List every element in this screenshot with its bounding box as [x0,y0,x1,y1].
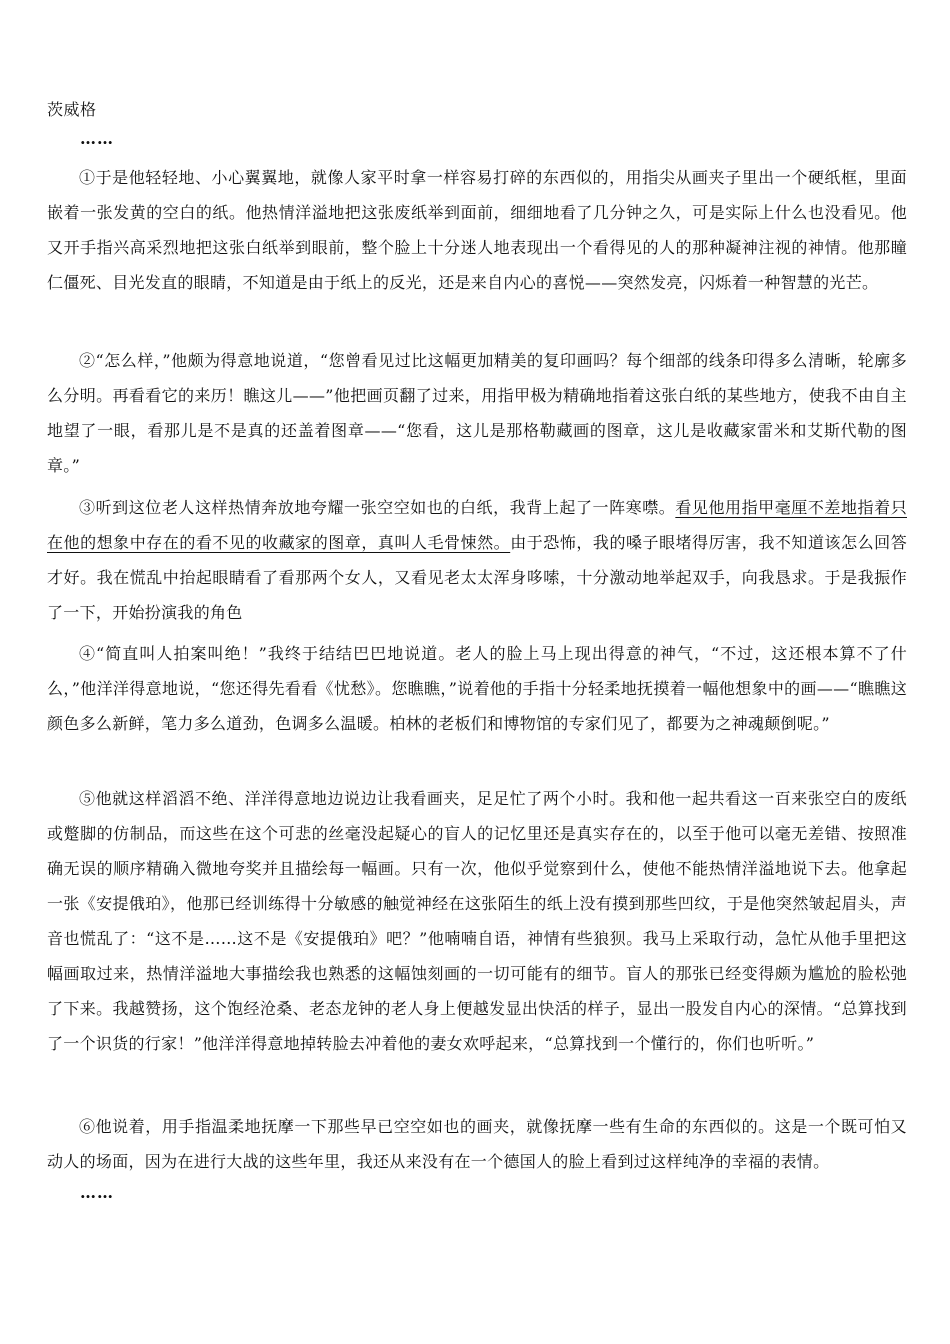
paragraph-3-rest: 由于恐怖，我的嗓子眼堵得厉害，我不知道该怎么回答才好。我在慌乱中抬起眼睛看了看那两个女人，又看见老太太浑身哆嗦，十分激动地举起双手，向我恳求。于是我振作了一下，开始扮演我的角色 [47,533,907,622]
paragraph-3-intro: ③听到这位老人这样热情奔放地夸耀一张空空如也的白纸，我背上起了一阵寒噤。 [79,498,676,517]
ellipsis-top: …… [80,129,114,148]
underlined-sentence: 看见他用指甲毫厘不差地指着只在他的想象中存在的看不见的收藏家的图章，真叫人毛骨悚然。 [47,498,907,552]
paragraph-3 [47,490,907,630]
ellipsis-bottom: …… [80,1183,114,1202]
paragraph-5: ⑤他就这样滔滔不绝、洋洋得意地边说边让我看画夹，足足忙了两个小时。我和他一起共看这一百来张空白的废纸或蹩脚的仿制品，而这些在这个可悲的丝毫没起疑心的盲人的记忆里还是真实存在的，以至于他可以毫无差错、按照准确无误的顺序精确入微地夸奖并且描绘每一幅画。只有一次，他似乎觉察到什么，使他不能热情洋溢地说下去。他拿起一张《安提俄珀》，他那已经训练得十分敏感的触觉神经在这张陌生的纸上没有摸到那些凹纹，于是他突然皱起眉头，声音也慌乱了：“这不是……这不是《安提俄珀》吧？”他喃喃自语，神情有些狼狈。我马上采取行动，急忙从他手里把这幅画取过来，热情洋溢地大事描绘我也熟悉的这幅蚀刻画的一切可能有的细节。盲人的那张已经变得颇为尴尬的脸松弛了下来。我越赞扬，这个饱经沧桑、老态龙钟的老人身上便越发显出快活的样子，显出一股发自内心的深情。“总算找到了一个识货的行家！”他洋洋得意地掉转脸去冲着他的妻女欢呼起来，“总算找到一个懂行的，你们也听听。” [47,789,907,1053]
author-name: 茨威格 [47,100,97,119]
paragraph-2: ②“怎么样，”他颇为得意地说道，“您曾看见过比这幅更加精美的复印画吗？每个细部的线条印得多么清晰，轮廓多么分明。再看看它的来历！瞧这儿——”他把画页翻了过来，用指甲极为精确地指着这张白纸的某些地方，使我不由自主地望了一眼，看那儿是不是真的还盖着图章——“您看，这儿是那格勒藏画的图章，这儿是收藏家雷米和艾斯代勒的图章。” [47,351,907,475]
paragraph-6: ⑥他说着，用手指温柔地抚摩一下那些早已空空如也的画夹，就像抚摩一些有生命的东西似的。这是一个既可怕又动人的场面，因为在进行大战的这些年里，我还从来没有在一个德国人的脸上看到过这样纯净的幸福的表情。 [47,1117,907,1171]
paragraph-4: ④“简直叫人拍案叫绝！”我终于结结巴巴地说道。老人的脸上马上现出得意的神气，“不过，这还根本算不了什么，”他洋洋得意地说，“您还得先看看《忧愁》。您瞧瞧，”说着他的手指十分轻柔地抚摸着一幅他想象中的画——“瞧瞧这颜色多么新鲜，笔力多么道劲，色调多么温暖。柏林的老板们和博物馆的专家们见了，都要为之神魂颠倒呢。” [47,644,907,733]
paragraph-1: ①于是他轻轻地、小心翼翼地，就像人家平时拿一样容易打碎的东西似的，用指尖从画夹子里出一个硬纸框，里面嵌着一张发黄的空白的纸。他热情洋溢地把这张废纸举到面前，细细地看了几分钟之久，可是实际上什么也没看见。他又开手指兴高采烈地把这张白纸举到眼前，整个脸上十分迷人地表现出一个看得见的人的那种凝神注视的神情。他那瞳仁僵死、目光发直的眼睛，不知道是由于纸上的反光，还是来自内心的喜悦——突然发亮，闪烁着一种智慧的光芒。 [47,168,907,292]
